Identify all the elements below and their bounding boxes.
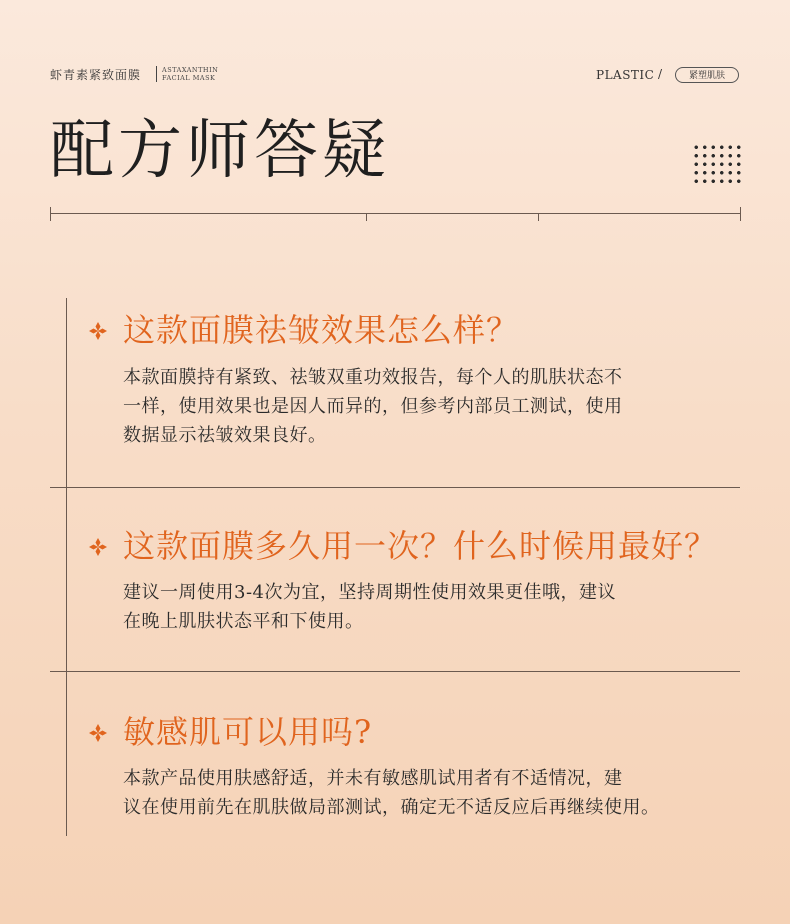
diamond-flower-icon (88, 537, 108, 557)
rule-tick (50, 207, 51, 221)
section-divider (50, 671, 740, 672)
faq-answer-line: 本款产品使用肤感舒适，并未有敏感肌试用者有不适情况，建 (123, 768, 623, 789)
brand-divider (156, 66, 157, 82)
plastic-label: PLASTIC (596, 68, 655, 82)
rule-tick (538, 213, 539, 221)
faq-answer (123, 578, 723, 636)
brand-en-line2: FACIAL MASK (162, 74, 216, 82)
tag-pill: 紧塑肌肤 (675, 67, 739, 83)
diamond-flower-icon (88, 723, 108, 743)
faq-answer-line: 本款面膜持有紧致、祛皱双重功效报告，每个人的肌肤状态不 (123, 367, 623, 388)
top-rule (50, 213, 740, 214)
brand-name-cn: 虾青素紧致面膜 (50, 68, 142, 82)
brand-name-en (162, 66, 218, 82)
faq-question: 敏感肌可以用吗? (123, 713, 373, 751)
section-divider (50, 487, 740, 488)
rule-tick (366, 213, 367, 221)
faq-answer-line: 一样，使用效果也是因人而异的，但参考内部员工测试，使用 (123, 396, 623, 417)
page-title: 配方师答疑 (50, 114, 390, 188)
rule-tick (740, 207, 741, 221)
faq-answer (123, 764, 723, 822)
dot-grid-icon (692, 143, 742, 183)
brand-en-line1: ASTAXANTHIN (162, 66, 219, 74)
diamond-flower-icon (88, 321, 108, 341)
faq-answer-line: 数据显示祛皱效果良好。 (123, 425, 327, 446)
faq-answer-line: 议在使用前先在肌肤做局部测试，确定无不适反应后再继续使用。 (123, 797, 660, 818)
faq-answer-line: 在晚上肌肤状态平和下使用。 (123, 611, 364, 632)
faq-question: 这款面膜多久用一次？什么时候用最好？ (123, 527, 718, 565)
faq-answer (123, 363, 723, 450)
section-vertical-rule (66, 298, 67, 836)
faq-question: 这款面膜祛皱效果怎么样？ (123, 311, 520, 349)
faq-answer-line: 建议一周使用3-4次为宜，坚持周期性使用效果更佳哦，建议 (123, 582, 616, 603)
slash-divider: / (658, 67, 663, 81)
